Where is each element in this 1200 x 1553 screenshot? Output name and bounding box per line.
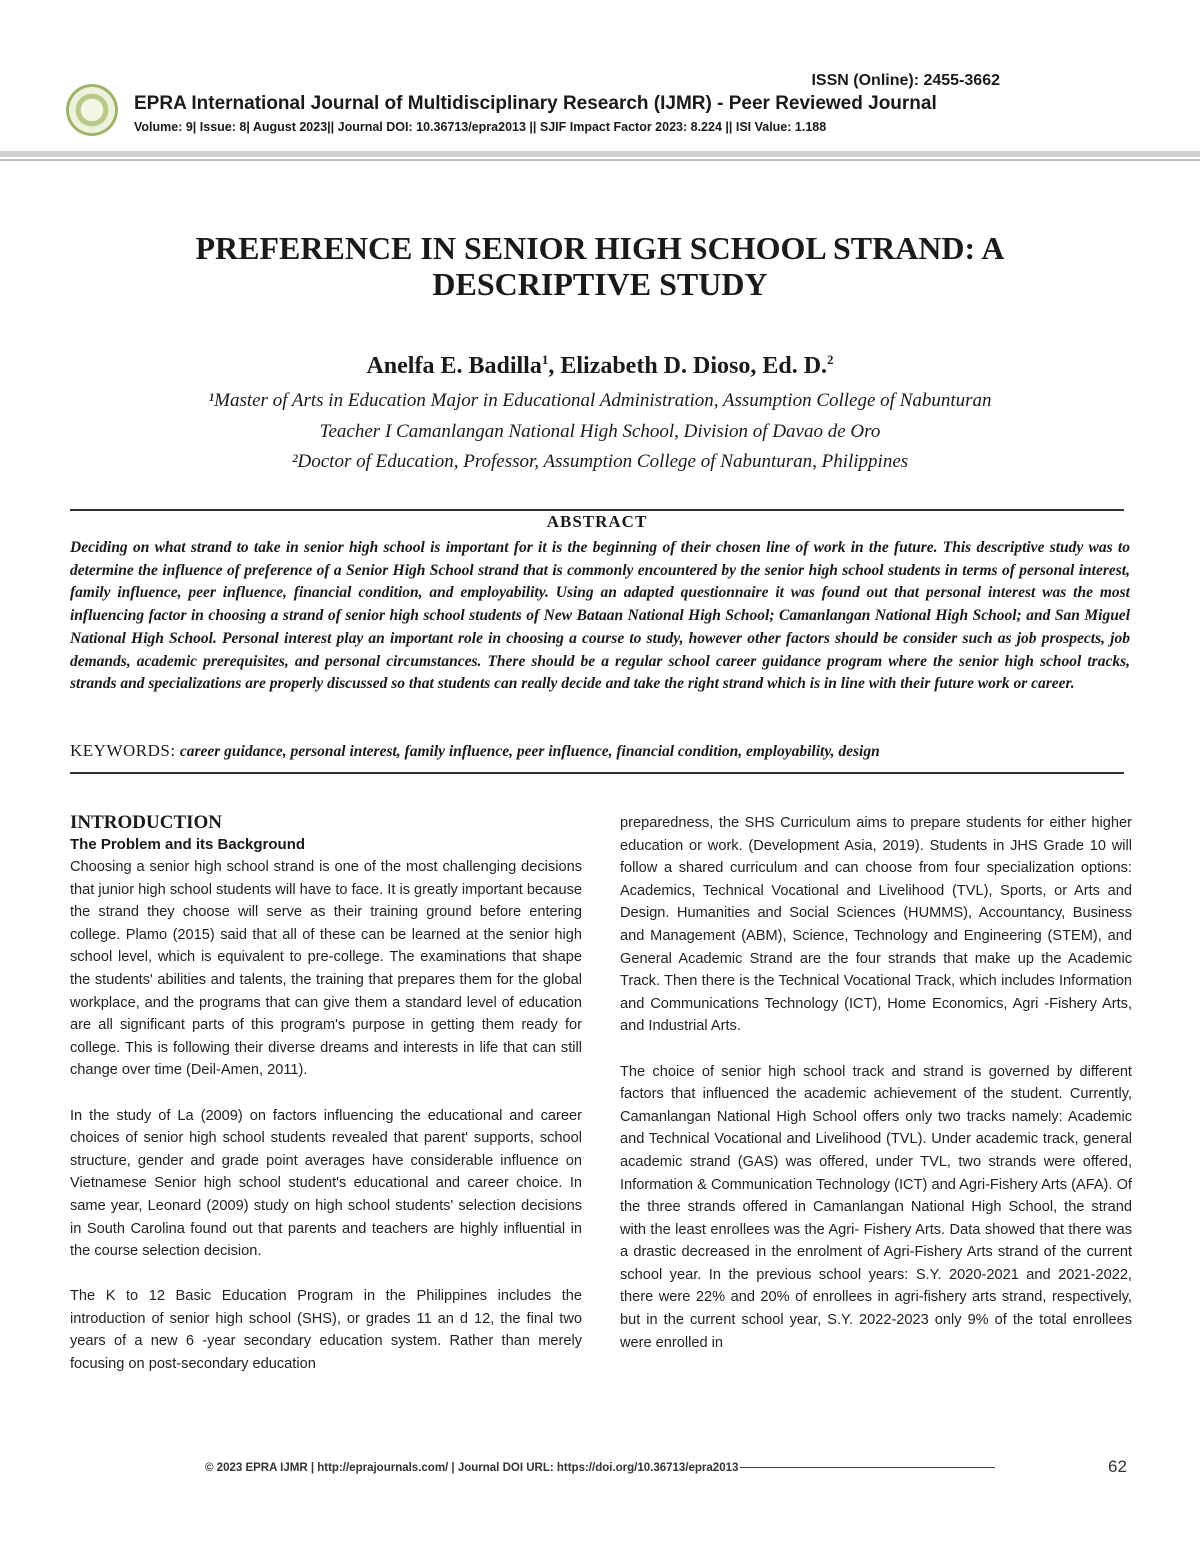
paragraph: The choice of senior high school track and strand is governed by different factors that influenced the academic achievement of the student. Currently, Camanlangan National High School offers only two tracks namely: Academic and Technical Vocational and Livelihood (TVL). Under academic track, general academic strand (GAS) was offered, under TVL, two strands were offered, Information & Communication Technology (ICT) and Agri-Fishery Arts (AFA). Of the three strands offered in Camanlangan National High School, the strand with the least enrollees was the Agri- Fishery Arts. Data showed that there was a drastic decreased in the enrolment of Agri-Fishery Arts strand of the current school year. In the previous school years: S.Y. 2020-2021 and 2021-2022, there were 22% and 20% of enrollees in agri-fishery arts strand, respectively, but in the current school year, S.Y. 2022-2023 only 9% of the total enrollees were enrolled in [620,1063,1132,1351]
keywords-label: KEYWORDS: [70,741,176,760]
journal-meta: Volume: 9| Issue: 8| August 2023|| Journal DOI: 10.36713/epra2013 || SJIF Impact Factor 2023: 8.224 || ISI Value: 1.188 [134,120,827,134]
right-column [620,812,1132,1377]
affiliation-2: ²Doctor of Education, Professor, Assumption College of Nabunturan, Philippines [291,451,909,472]
subsection-heading: The Problem and its Background [70,836,306,853]
page-number: 62 [1108,1457,1127,1476]
author-1-affil-mark: 1 [541,352,549,367]
header-divider-thin [0,159,1200,161]
affiliation-1: ¹Master of Arts in Education Major in Educational Administration, Assumption College of Nabunturan [208,390,992,411]
author-2-affil-mark: 2 [827,352,834,367]
issn-label: ISSN (Online): 2455-3662 [811,72,1000,89]
page-footer [205,1462,997,1474]
paragraph: The K to 12 Basic Education Program in the Philippines includes the introduction of senior high school (SHS), or grades 11 an d 12, the final two years of a new 6 -year secondary education system. Rather than merely focusing on post-secondary education [70,1288,582,1373]
paper-title-line-2: DESCRIPTIVE STUDY [432,266,768,302]
section-heading-introduction: INTRODUCTION [70,812,223,833]
paragraph: Choosing a senior high school strand is one of the most challenging decisions that junior high school students will have to face. It is greatly important because the strand they choose will serve as their training ground before entering college. Plamo (2015) said that all of these can be learned at the senior high school level, which is equivalent to pre-college. The examinations that shape the students' abilities and talents, the training that prepares them for the global workplace, and the programs that can give them a standard level of education are all significant parts of this program's purpose in getting them ready for college. This is following their diverse dreams and interests in life that can still change over time (Deil-Amen, 2011). [70,859,582,1079]
abstract-heading: ABSTRACT [546,512,648,531]
paragraph: preparedness, the SHS Curriculum aims to prepare students for either higher education or work. (Development Asia, 2019). Students in JHS Grade 10 will follow a shared curriculum and can choose from four specialization options: Academics, Technical Vocational and Livelihood (TVL), Sports, or Arts and Design. Humanities and Social Sciences (HUMMS), Accountancy, Business and Management (ABM), Science, Technology and Engineering (STEM), and General Academic Strand are the four strands that make up the Academic Track. Then there is the Technical Vocational Track, which includes Information and Communications Technology (ICT), Home Economics, Agri -Fishery Arts, and Industrial Arts. [620,815,1132,1035]
abstract-text: Deciding on what strand to take in senior high school is important for it is the beginning of their chosen line of work in the future. This descriptive study was to determine the influence of preference of a Senior High School strand that is commonly encountered by the senior high school students in terms of personal interest, family influence, peer influence, financial condition, and employability. Using an adapted questionnaire it was found out that personal interest was the most influencing factor in choosing a strand of senior high school students of New Bataan National High School; Camanlangan National High School; and San Miguel National High School. Personal interest play an important role in choosing a course to study, however other factors should be consider such as job prospects, job demands, academic prerequisites, and personal circumstances. There should be a regular school career guidance program where the senior high school tracks, strands and specializations are properly discussed so that students can really decide and take the right strand which is in line with their future work or career. [70,539,1130,693]
footer-text: © 2023 EPRA IJMR | http://eprajournals.com/ | Journal DOI URL: https://doi.org/10.36713/epra2013 [205,1462,739,1474]
journal-name: EPRA International Journal of Multidisciplinary Research (IJMR) - Peer Reviewed Journal [134,93,937,114]
header-divider [0,151,1200,157]
paper-title-line-1: PREFERENCE IN SENIOR HIGH SCHOOL STRAND: A [195,230,1005,266]
footer-rule [740,1467,995,1468]
paragraph: In the study of La (2009) on factors influencing the educational and career choices of senior high school students revealed that parent' supports, school structure, gender and grade point averages have considerable influence on Vietnamese Senior high school student's educational and career choice. In same year, Leonard (2009) study on high school students' selection decisions in South Carolina found out that parents and teachers are highly influential in the course selection decision. [70,1107,582,1260]
author-list [100,352,1100,380]
affiliation-1-cont: Teacher I Camanlangan National High School, Division of Davao de Oro [319,421,881,442]
keywords [70,741,1130,761]
journal-logo [66,84,118,136]
left-column [70,812,582,1398]
keywords-list: career guidance, personal interest, family influence, peer influence, financial condition, employability, design [179,743,880,760]
abstract-top-rule [70,509,1124,511]
author-2: Elizabeth D. Dioso, Ed. D. [560,353,828,379]
abstract-bottom-rule [70,772,1124,774]
author-separator: , [548,353,561,379]
author-1: Anelfa E. Badilla [366,353,542,379]
paper-title [100,230,1100,302]
